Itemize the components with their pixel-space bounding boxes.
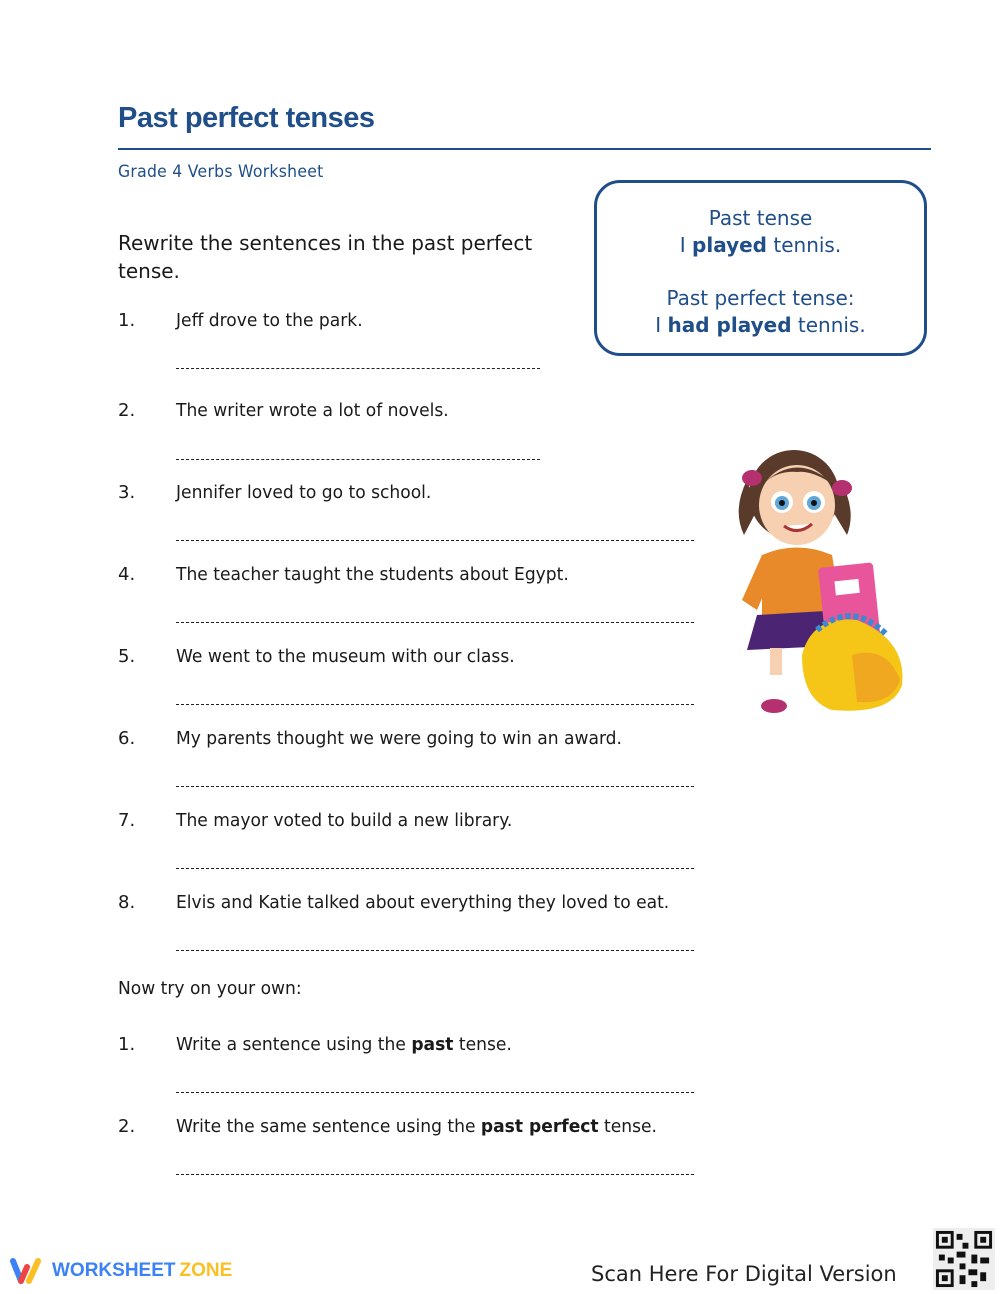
title-divider (118, 148, 931, 150)
own-question-2: 2. Write the same sentence using the past perfect tense. (118, 1116, 657, 1137)
own-answer-line-2[interactable] (176, 1174, 694, 1175)
qr-code-icon[interactable] (933, 1228, 995, 1290)
question-4: 4. The teacher taught the students about Egypt. (118, 564, 569, 585)
answer-line-3[interactable] (176, 540, 694, 541)
own-answer-line-1[interactable] (176, 1092, 694, 1093)
answer-line-6[interactable] (176, 786, 694, 787)
brand-name-part2: ZONE (179, 1260, 233, 1281)
question-3: 3. Jennifer loved to go to school. (118, 482, 432, 503)
past-tense-label: Past tense (708, 206, 813, 230)
past-tense-example: I played tennis. (679, 233, 842, 257)
own-question-1: 1. Write a sentence using the past tense. (118, 1034, 512, 1055)
question-7: 7. The mayor voted to build a new library. (118, 810, 513, 831)
answer-line-2[interactable] (176, 459, 540, 460)
page-subtitle: Grade 4 Verbs Worksheet (118, 162, 324, 182)
girl-with-backpack-illustration (722, 440, 917, 720)
instructions: Rewrite the sentences in the past perfect tense. (118, 231, 533, 283)
answer-line-8[interactable] (176, 950, 694, 951)
tense-example-box (594, 180, 927, 356)
brand-name-part1: WORKSHEET (52, 1260, 176, 1281)
answer-line-1[interactable] (176, 368, 540, 369)
answer-line-4[interactable] (176, 622, 694, 623)
worksheet-zone-logo (10, 1258, 232, 1284)
scan-prompt: Scan Here For Digital Version (591, 1262, 897, 1286)
worksheet-zone-logo-icon (10, 1258, 44, 1284)
past-perfect-label: Past perfect tense: (666, 286, 855, 310)
question-2: 2. The writer wrote a lot of novels. (118, 400, 449, 421)
own-section-heading: Now try on your own: (118, 978, 302, 999)
answer-line-7[interactable] (176, 868, 694, 869)
question-8: 8. Elvis and Katie talked about everything they loved to eat. (118, 892, 670, 913)
answer-line-5[interactable] (176, 704, 694, 705)
question-1: 1. Jeff drove to the park. (118, 310, 363, 331)
past-perfect-example: I had played tennis. (655, 313, 866, 337)
page-title: Past perfect tenses (118, 102, 375, 134)
question-5: 5. We went to the museum with our class. (118, 646, 515, 667)
question-6: 6. My parents thought we were going to win an award. (118, 728, 622, 749)
